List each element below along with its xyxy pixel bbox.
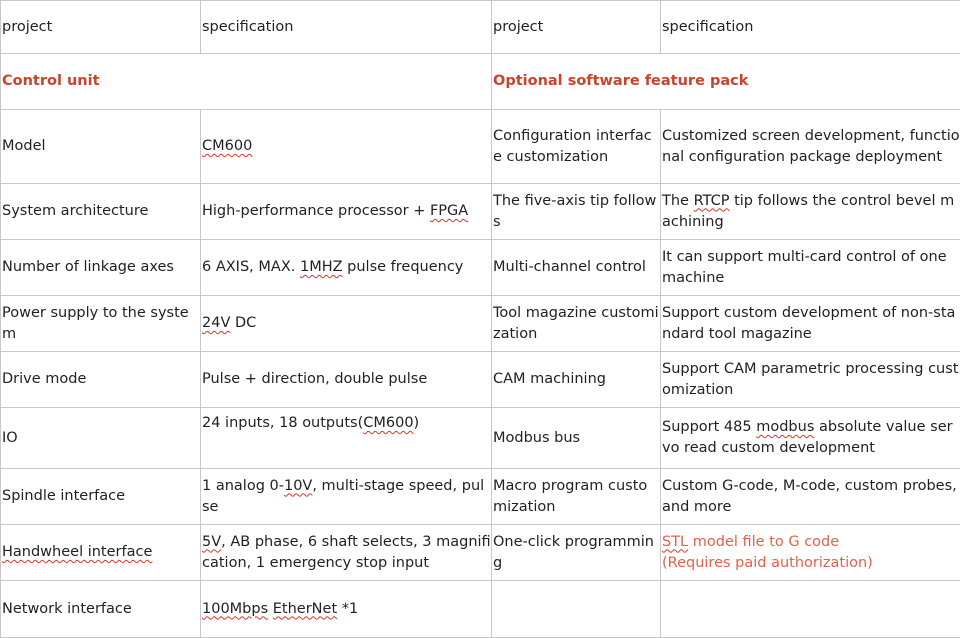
- header-specification-left: specification: [201, 1, 492, 54]
- spec-text: , multi-stage speed, pulse: [202, 478, 484, 515]
- table-row: [1, 240, 960, 296]
- spec-text-flagged: 100Mbps: [202, 601, 268, 617]
- spec-text: Support 485: [662, 419, 756, 435]
- spec-text-flagged: 10V: [284, 478, 312, 494]
- spec-text-flagged: 5V: [202, 534, 221, 550]
- table-header-row: [1, 1, 960, 54]
- row-project-right: Tool magazine customization: [492, 296, 661, 352]
- spec-text: 24 inputs, 18 outputs(: [202, 415, 363, 431]
- row-spec-right: [661, 408, 960, 469]
- spec-text: pulse frequency: [343, 259, 464, 275]
- row-project-right: The five-axis tip follows: [492, 184, 661, 240]
- spec-text: 6 AXIS, MAX.: [202, 259, 300, 275]
- row-project-right: One-click programming: [492, 525, 661, 581]
- table-row: [1, 296, 960, 352]
- row-project-right: Configuration interface customization: [492, 110, 661, 184]
- row-project-left: Power supply to the system: [1, 296, 201, 352]
- spec-text-flagged: 24V: [202, 315, 230, 331]
- row-spec-right: [661, 581, 960, 638]
- spec-text: 1 analog 0-: [202, 478, 284, 494]
- spec-text-flagged: STL: [662, 534, 688, 550]
- row-spec-right: It can support multi-card control of one machine: [661, 240, 960, 296]
- table-row: [1, 469, 960, 525]
- row-project-left: IO: [1, 408, 201, 469]
- spec-text-flagged: EtherNet: [273, 601, 337, 617]
- row-project-left: Spindle interface: [1, 469, 201, 525]
- row-project-left: Network interface: [1, 581, 201, 638]
- row-spec-left: Pulse + direction, double pulse: [201, 352, 492, 408]
- row-spec-left: [201, 240, 492, 296]
- table-row: [1, 110, 960, 184]
- row-spec-right: Custom G-code, M-code, custom probes, and more: [661, 469, 960, 525]
- paid-note: (Requires paid authorization): [662, 555, 873, 571]
- row-project-left: System architecture: [1, 184, 201, 240]
- spec-text: DC: [230, 315, 256, 331]
- spec-text-flagged: RTCP: [694, 193, 730, 209]
- row-project-right: Macro program customization: [492, 469, 661, 525]
- spec-text: High-performance processor +: [202, 203, 430, 219]
- table-row: [1, 581, 960, 638]
- row-project-right: Multi-channel control: [492, 240, 661, 296]
- row-spec-left: [201, 296, 492, 352]
- header-project-right: project: [492, 1, 661, 54]
- row-spec-left: [201, 110, 492, 184]
- table-row: [1, 408, 960, 469]
- row-spec-right: [661, 525, 960, 581]
- spec-text: tip follows the control bevel machining: [662, 193, 954, 230]
- row-project-left: [1, 525, 201, 581]
- header-specification-right: specification: [661, 1, 960, 54]
- row-spec-left: [201, 525, 492, 581]
- row-spec-left: [201, 581, 492, 638]
- header-project-left: project: [1, 1, 201, 54]
- table-row: [1, 184, 960, 240]
- row-spec-left: [201, 408, 492, 469]
- spec-text: , AB phase, 6 shaft selects, 3 magnification, 1 emergency stop input: [202, 534, 491, 571]
- spec-text: model file to G code: [688, 534, 839, 550]
- spec-text: The: [662, 193, 694, 209]
- row-project-right: CAM machining: [492, 352, 661, 408]
- spec-text-flagged: Handwheel interface: [2, 544, 152, 560]
- row-spec-right: Customized screen development, functional configuration package deployment: [661, 110, 960, 184]
- row-spec-right: Support CAM parametric processing customization: [661, 352, 960, 408]
- spec-text: absolute value servo read custom development: [662, 419, 953, 456]
- table-row: [1, 525, 960, 581]
- row-project-left: Number of linkage axes: [1, 240, 201, 296]
- spec-text-flagged: FPGA: [430, 203, 468, 219]
- section-row: [1, 54, 960, 110]
- row-spec-right: [661, 184, 960, 240]
- spec-text-flagged: CM600: [363, 415, 413, 431]
- spec-text: ): [414, 415, 420, 431]
- spec-text-flagged: modbus: [756, 419, 814, 435]
- row-project-right: Modbus bus: [492, 408, 661, 469]
- spec-text-flagged: 1MHZ: [300, 259, 343, 275]
- spec-text: *1: [337, 601, 358, 617]
- section-control-unit: Control unit: [1, 54, 492, 110]
- row-project-right: [492, 581, 661, 638]
- section-software-feature-pack: Optional software feature pack: [492, 54, 960, 110]
- row-project-left: Drive mode: [1, 352, 201, 408]
- row-spec-right: Support custom development of non-standard tool magazine: [661, 296, 960, 352]
- table-row: [1, 352, 960, 408]
- spec-text: CM600: [202, 138, 252, 154]
- row-spec-left: [201, 184, 492, 240]
- row-project-left: Model: [1, 110, 201, 184]
- row-spec-left: [201, 469, 492, 525]
